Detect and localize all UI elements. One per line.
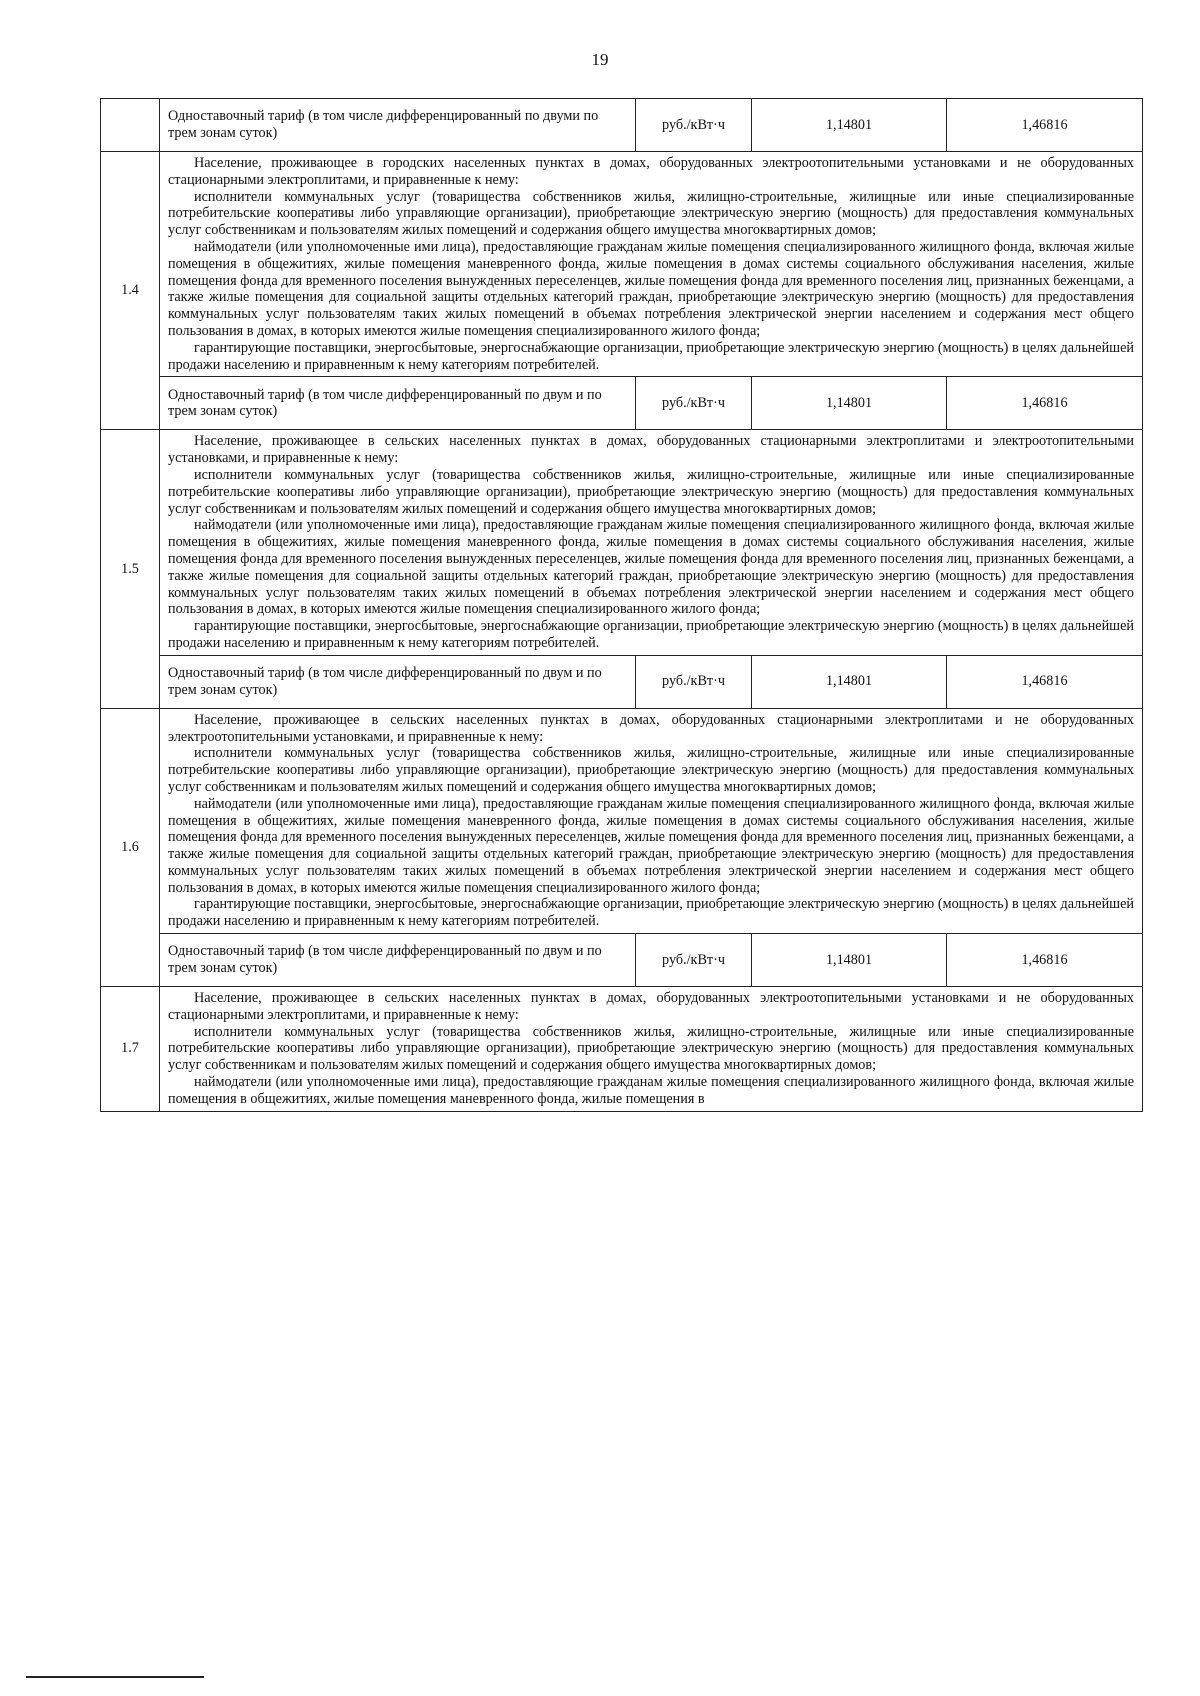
- description-paragraph: Население, проживающее в сельских населенных пунктах в домах, оборудованных стационарными электроплитами и электроотопительными установками, и приравненные к нему:: [168, 433, 1134, 467]
- section-description: [160, 152, 1143, 377]
- description-paragraph: гарантирующие поставщики, энергосбытовые, энергоснабжающие организации, приобретающие электрическую энергию (мощность) в целях дальнейшей продажи населению и приравненным к нему категориям потребителей.: [168, 618, 1134, 651]
- description-paragraph: гарантирующие поставщики, энергосбытовые, энергоснабжающие организации, приобретающие электрическую энергию (мощность) в целях дальнейшей продажи населению и приравненным к нему категориям потребителей.: [168, 896, 1134, 930]
- description-paragraph: Население, проживающее в сельских населенных пунктах в домах, оборудованных стационарными электроплитами и не оборудованных электроотопительными установками, и приравненные к нему:: [168, 711, 1134, 745]
- description-paragraph: исполнители коммунальных услуг (товарищества собственников жилья, жилищно-строительные, жилищные или иные специализированные потребительские кооперативы либо управляющие организации), приобретающие электрическую энергию (мощность) для предоставления коммунальных услуг собственникам и пользователям жилых помещений и содержания общего имущества многоквартирных домов;: [168, 188, 1134, 239]
- row-number: 1.5: [101, 430, 160, 708]
- tariff-value-2: 1,46816: [947, 934, 1143, 987]
- section-description: [160, 708, 1143, 933]
- row-number: 1.7: [101, 987, 160, 1112]
- tariff-value-1: 1,14801: [752, 377, 947, 430]
- tariff-value-2: 1,46816: [947, 655, 1143, 708]
- page-number: 19: [591, 50, 609, 69]
- unit-cell: руб./кВт·ч: [636, 655, 752, 708]
- tariff-row: [101, 99, 1143, 152]
- tariff-row: [101, 934, 1143, 987]
- description-paragraph: Население, проживающее в городских населенных пунктах в домах, оборудованных электроотопительными установками и не оборудованных стационарными электроплитами, и приравненные к нему:: [168, 155, 1134, 188]
- tariff-label: Одноставочный тариф (в том числе дифференцированный по двум и по трем зонам суток): [160, 377, 636, 430]
- tariff-row: [101, 377, 1143, 430]
- unit-cell: руб./кВт·ч: [636, 377, 752, 430]
- tariff-value-2: 1,46816: [947, 99, 1143, 152]
- tariff-value-2: 1,46816: [947, 377, 1143, 430]
- row-number: 1.6: [101, 708, 160, 986]
- tariff-value-1: 1,14801: [752, 99, 947, 152]
- tariff-table: [100, 98, 1143, 1112]
- section-row: [101, 430, 1143, 655]
- description-paragraph: исполнители коммунальных услуг (товарищества собственников жилья, жилищно-строительные, жилищные или иные специализированные потребительские кооперативы либо управляющие организации), приобретающие электрическую энергию (мощность) для предоставления коммунальных услуг собственникам и пользователям жилых помещений и содержания общего имущества многоквартирных домов;: [168, 466, 1134, 517]
- unit-cell: руб./кВт·ч: [636, 99, 752, 152]
- description-paragraph: наймодатели (или уполномоченные ими лица), предоставляющие гражданам жилые помещения специализированного жилищного фонда, включая жилые помещения в общежитиях, жилые помещения маневренного фонда, жилые помещения в домах системы социального обслуживания населения, жилые помещения фонда для временного поселения вынужденных переселенцев, жилые помещения фонда для временного поселения лиц, признанных беженцами, а также жилые помещения для социальной защиты отдельных категорий граждан, приобретающие электрическую энергию (мощность) для предоставления коммунальных услуг пользователям таких жилых помещений в объемах потребления электрической энергии населением и содержания мест общего пользования в домах, в которых имеются жилые помещения специализированного жилого фонда;: [168, 517, 1134, 618]
- description-paragraph: Население, проживающее в сельских населенных пунктах в домах, оборудованных электроотопительными установками и не оборудованных стационарными электроплитами, и приравненные к нему:: [168, 990, 1134, 1023]
- row-number: 1.4: [101, 152, 160, 430]
- section-description: [160, 987, 1143, 1112]
- description-paragraph: наймодатели (или уполномоченные ими лица), предоставляющие гражданам жилые помещения специализированного жилищного фонда, включая жилые помещения в общежитиях, жилые помещения маневренного фонда, жилые помещения в: [168, 1074, 1134, 1107]
- row-number-cell: [101, 99, 160, 152]
- section-description: [160, 430, 1143, 655]
- tariff-value-1: 1,14801: [752, 655, 947, 708]
- description-paragraph: исполнители коммунальных услуг (товарищества собственников жилья, жилищно-строительные, жилищные или иные специализированные потребительские кооперативы либо управляющие организации), приобретающие электрическую энергию (мощность) для предоставления коммунальных услуг собственникам и пользователям жилых помещений и содержания общего имущества многоквартирных домов;: [168, 745, 1134, 795]
- description-paragraph: исполнители коммунальных услуг (товарищества собственников жилья, жилищно-строительные, жилищные или иные специализированные потребительские кооперативы либо управляющие организации), приобретающие электрическую энергию (мощность) для предоставления коммунальных услуг собственникам и пользователям жилых помещений и содержания общего имущества многоквартирных домов;: [168, 1023, 1134, 1074]
- tariff-label: Одноставочный тариф (в том числе дифференцированный по двум и по трем зонам суток): [160, 655, 636, 708]
- section-row: [101, 708, 1143, 933]
- tariff-row: [101, 655, 1143, 708]
- section-row: [101, 987, 1143, 1112]
- tariff-label: Одноставочный тариф (в том числе дифференцированный по двум и по трем зонам суток): [160, 934, 636, 987]
- section-row: [101, 152, 1143, 377]
- description-paragraph: наймодатели (или уполномоченные ими лица), предоставляющие гражданам жилые помещения специализированного жилищного фонда, включая жилые помещения в общежитиях, жилые помещения маневренного фонда, жилые помещения в домах системы социального обслуживания населения, жилые помещения фонда для временного поселения вынужденных переселенцев, жилые помещения фонда для временного поселения лиц, признанных беженцами, а также жилые помещения для социальной защиты отдельных категорий граждан, приобретающие электрическую энергию (мощность) для предоставления коммунальных услуг пользователям таких жилых помещений в объемах потребления электрической энергии населением и содержания мест общего пользования в домах, в которых имеются жилые помещения специализированного жилого фонда;: [168, 238, 1134, 339]
- tariff-label: Одноставочный тариф (в том числе дифференцированный по двуми по трем зонам суток): [160, 99, 636, 152]
- tariff-value-1: 1,14801: [752, 934, 947, 987]
- unit-cell: руб./кВт·ч: [636, 934, 752, 987]
- footer-rule: [26, 1676, 204, 1678]
- description-paragraph: наймодатели (или уполномоченные ими лица), предоставляющие гражданам жилые помещения специализированного жилищного фонда, включая жилые помещения в общежитиях, жилые помещения маневренного фонда, жилые помещения в домах системы социального обслуживания населения, жилые помещения фонда для временного поселения вынужденных переселенцев, жилые помещения фонда для временного поселения лиц, признанных беженцами, а также жилые помещения для социальной защиты отдельных категорий граждан, приобретающие электрическую энергию (мощность) для предоставления коммунальных услуг пользователям таких жилых помещений в объемах потребления электрической энергии населением и содержания мест общего пользования в домах, в которых имеются жилые помещения специализированного жилого фонда;: [168, 795, 1134, 896]
- description-paragraph: гарантирующие поставщики, энергосбытовые, энергоснабжающие организации, приобретающие электрическую энергию (мощность) в целях дальнейшей продажи населению и приравненным к нему категориям потребителей.: [168, 339, 1134, 373]
